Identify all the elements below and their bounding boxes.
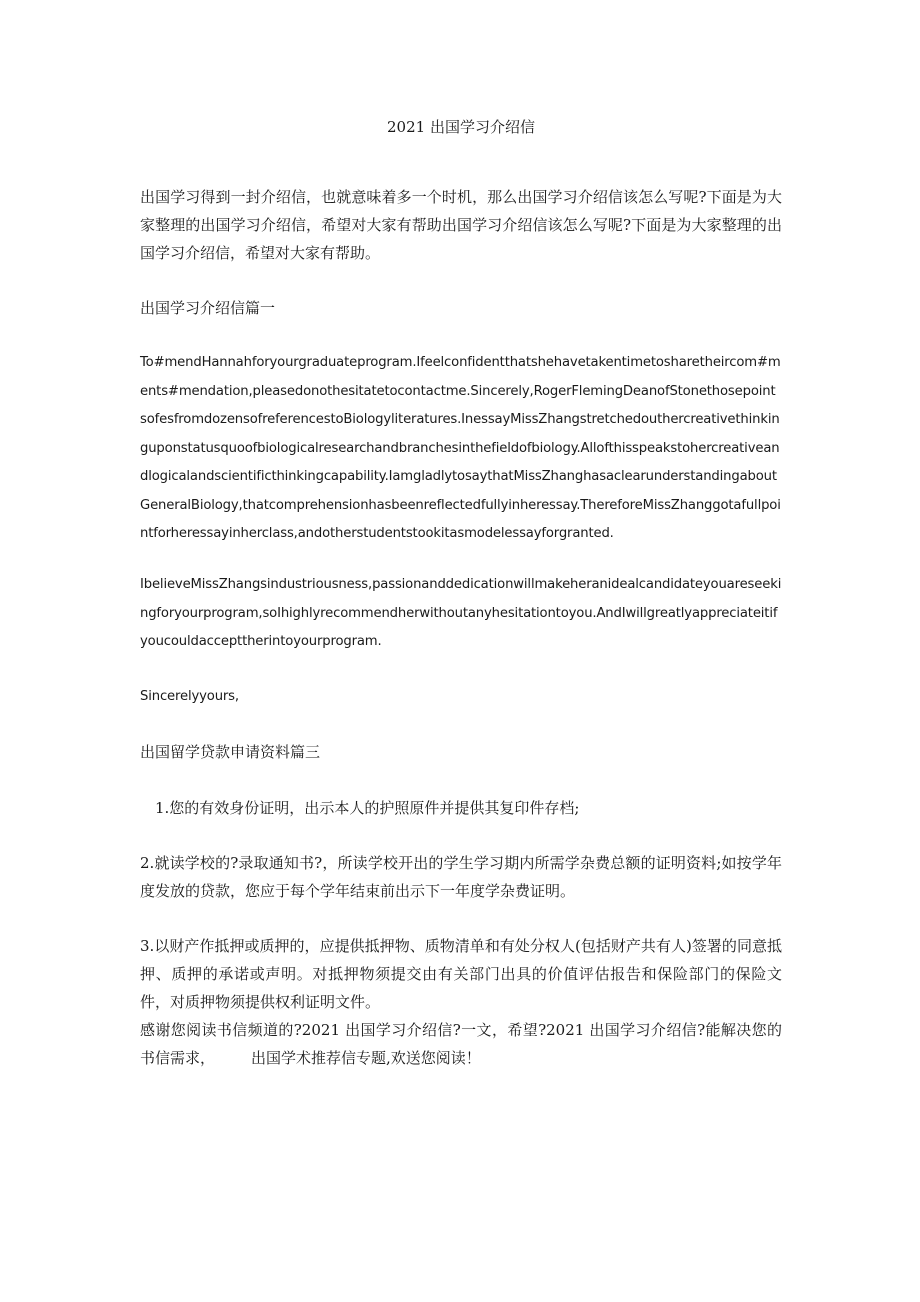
section-heading-1: 出国学习介绍信篇一 [140,299,276,317]
list-item-2: 2.就读学校的?录取通知书?，所读学校开出的学生学习期内所需学杂费总额的证明资料;如按学年度发放的贷款，您应于每个学年结束前出示下一年度学杂费证明。 [140,854,782,900]
document-title: 2021 出国学习介绍信 [387,118,535,136]
thanks-paragraph [140,1016,782,1072]
letter-paragraph-2: IbelieveMissZhangsindustriousness,passionanddedicationwillmakeheranidealcandidateyouareseekingforyourprogram,soIhighlyrecommendherwithoutanyhesitationtoyou.AndIwillgreatlyappreciateitifyoucouldaccepttherintoyourprogram. [140,577,782,649]
list-item-3: 3.以财产作抵押或质押的，应提供抵押物、质物清单和有处分权人(包括财产共有人)签署的同意抵押、质押的承诺或声明。对抵押物须提交由有关部门出具的价值评估报告和保险部门的保险文件，对质押物须提供权利证明文件。 [140,937,782,1011]
list-item-1: 1.您的有效身份证明，出示本人的护照原件并提供其复印件存档; [155,799,580,817]
thanks-link[interactable]: 出国学术推荐信专题,欢送您阅读！ [251,1049,481,1067]
letter-closing: Sincerelyyours, [140,689,239,704]
thanks-text: 感谢您阅读书信频道的?2021 出国学习介绍信?一文，希望?2021 出国学习介绍信?能解决您的书信需求， [140,1021,782,1067]
section-heading-3: 出国留学贷款申请资料篇三 [140,743,321,761]
intro-paragraph: 出国学习得到一封介绍信，也就意味着多一个时机，那么出国学习介绍信该怎么写呢?下面是为大家整理的出国学习介绍信，希望对大家有帮助出国学习介绍信该怎么写呢?下面是为大家整理的出国学习介绍信，希望对大家有帮助。 [140,188,782,262]
letter-paragraph-1: To#mendHannahforyourgraduateprogram.Ifeelconfidentthatshehavetakentimetosharetheircom#ments#mendation,pleasedonothesitatetocontactme.Sincerely,RogerFlemingDeanofStonethosepointsofesfromdozensofreferencestoBiologyliteratures.InessayMissZhangstretchedouthercreativethinkinguponstatusquoofbiologicalresearchandbranchesinthefieldofbiology.Allofthisspeakstohercreativeandlogicalandscientificthinkingcapability.IamgladlytosaythatMissZhanghasaclearunderstandingaboutGeneralBiology,thatcomprehensionhasbeenreflectedfullyinheressay.ThereforeMissZhanggotafullpointforheressayinherclass,andotherstudentstookitasmodelessayforgranted. [140,355,781,541]
